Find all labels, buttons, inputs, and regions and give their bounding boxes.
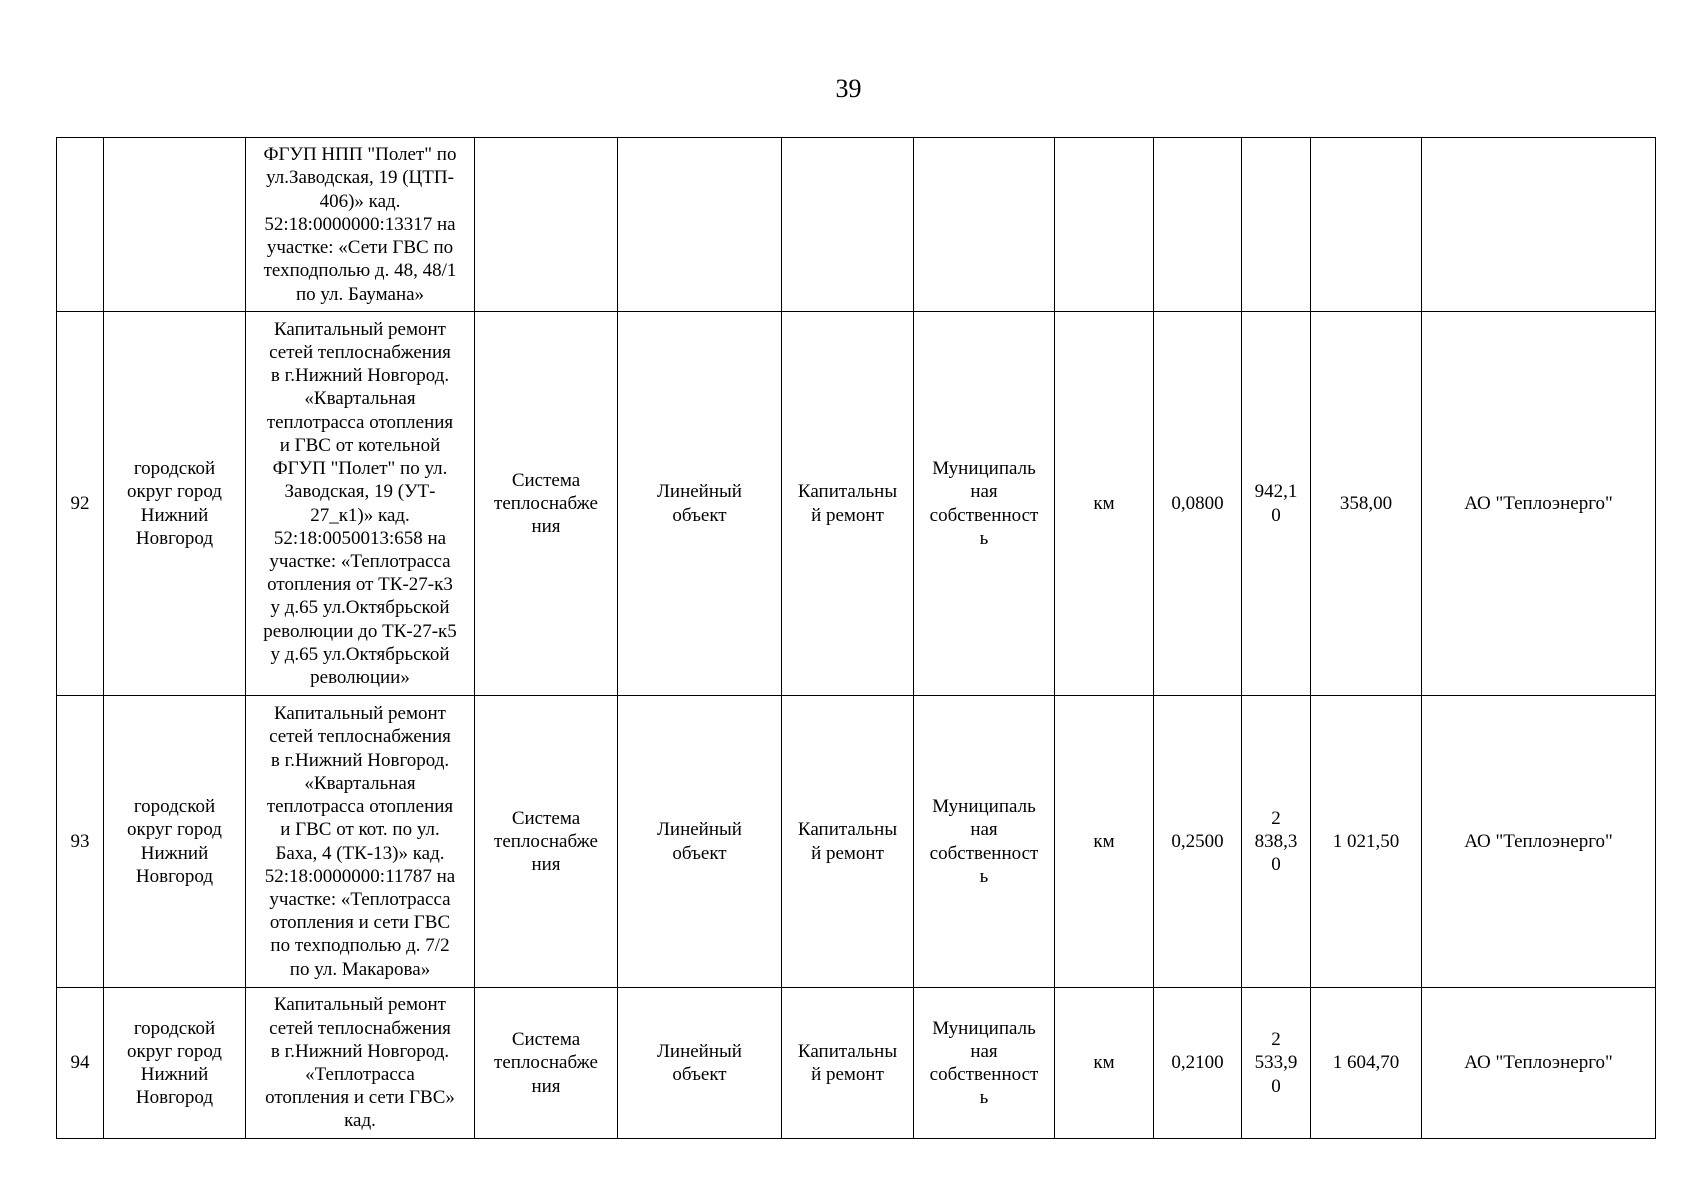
- ownership-cell: Муниципаль ная собственност ь: [914, 696, 1055, 988]
- table-row: [57, 138, 1656, 312]
- page-number: 39: [835, 74, 862, 103]
- operator-cell: АО "Теплоэнерго": [1422, 988, 1656, 1139]
- system-cell: Система теплоснабже ния: [475, 988, 618, 1139]
- territory-cell: городской округ город Нижний Новгород: [104, 988, 246, 1139]
- length-cell: 0,2500: [1154, 696, 1242, 988]
- cost-cell: 2 533,9 0: [1242, 988, 1311, 1139]
- system-cell: Система теплоснабже ния: [475, 696, 618, 988]
- operator-cell: АО "Теплоэнерго": [1422, 696, 1656, 988]
- row-number-cell: 92: [57, 312, 104, 696]
- ownership-cell: Муниципаль ная собственност ь: [914, 312, 1055, 696]
- row-number-cell: 93: [57, 696, 104, 988]
- amount-cell: 1 604,70: [1311, 988, 1422, 1139]
- row-number-cell: [57, 138, 104, 312]
- object-type-cell: Линейный объект: [618, 312, 782, 696]
- territory-cell: городской округ город Нижний Новгород: [104, 696, 246, 988]
- cost-cell: 2 838,3 0: [1242, 696, 1311, 988]
- unit-cell: км: [1055, 696, 1154, 988]
- work-type-cell: Капитальны й ремонт: [782, 312, 914, 696]
- table-row: [57, 312, 1656, 696]
- system-cell: [475, 138, 618, 312]
- system-cell: Система теплоснабже ния: [475, 312, 618, 696]
- description-cell: Капитальный ремонт сетей теплоснабжения в г.Нижний Новгород. «Теплотрасса отопления и сети ГВС» кад.: [246, 988, 475, 1139]
- unit-cell: [1055, 138, 1154, 312]
- cost-cell: 942,1 0: [1242, 312, 1311, 696]
- object-type-cell: Линейный объект: [618, 988, 782, 1139]
- operator-cell: [1422, 138, 1656, 312]
- row-number-cell: 94: [57, 988, 104, 1139]
- work-type-cell: [782, 138, 914, 312]
- ownership-cell: [914, 138, 1055, 312]
- table-row: [57, 988, 1656, 1139]
- description-cell: Капитальный ремонт сетей теплоснабжения в г.Нижний Новгород. «Квартальная теплотрасса отопления и ГВС от котельной ФГУП "Полет" по ул. Заводская, 19 (УТ- 27_к1)» кад. 52:18:0050013:658 на участке: «Теплотрасса отопления от ТК-27-к3 у д.65 ул.Октябрьской революции до ТК-27-к5 у д.65 ул.Октябрьской революции»: [246, 312, 475, 696]
- work-type-cell: Капитальны й ремонт: [782, 988, 914, 1139]
- table-row: [57, 696, 1656, 988]
- territory-cell: [104, 138, 246, 312]
- length-cell: 0,0800: [1154, 312, 1242, 696]
- object-type-cell: [618, 138, 782, 312]
- work-type-cell: Капитальны й ремонт: [782, 696, 914, 988]
- length-cell: 0,2100: [1154, 988, 1242, 1139]
- registry-table: [56, 137, 1656, 1139]
- amount-cell: 1 021,50: [1311, 696, 1422, 988]
- ownership-cell: Муниципаль ная собственност ь: [914, 988, 1055, 1139]
- length-cell: [1154, 138, 1242, 312]
- cost-cell: [1242, 138, 1311, 312]
- operator-cell: АО "Теплоэнерго": [1422, 312, 1656, 696]
- description-cell: Капитальный ремонт сетей теплоснабжения в г.Нижний Новгород. «Квартальная теплотрасса отопления и ГВС от кот. по ул. Баха, 4 (ТК-13)» кад. 52:18:0000000:11787 на участке: «Теплотрасса отопления и сети ГВС по техподполью д. 7/2 по ул. Макарова»: [246, 696, 475, 988]
- unit-cell: км: [1055, 312, 1154, 696]
- unit-cell: км: [1055, 988, 1154, 1139]
- description-cell: ФГУП НПП "Полет" по ул.Заводская, 19 (ЦТП- 406)» кад. 52:18:0000000:13317 на участке: «Сети ГВС по техподполью д. 48, 48/1 по ул. Баумана»: [246, 138, 475, 312]
- amount-cell: 358,00: [1311, 312, 1422, 696]
- territory-cell: городской округ город Нижний Новгород: [104, 312, 246, 696]
- object-type-cell: Линейный объект: [618, 696, 782, 988]
- amount-cell: [1311, 138, 1422, 312]
